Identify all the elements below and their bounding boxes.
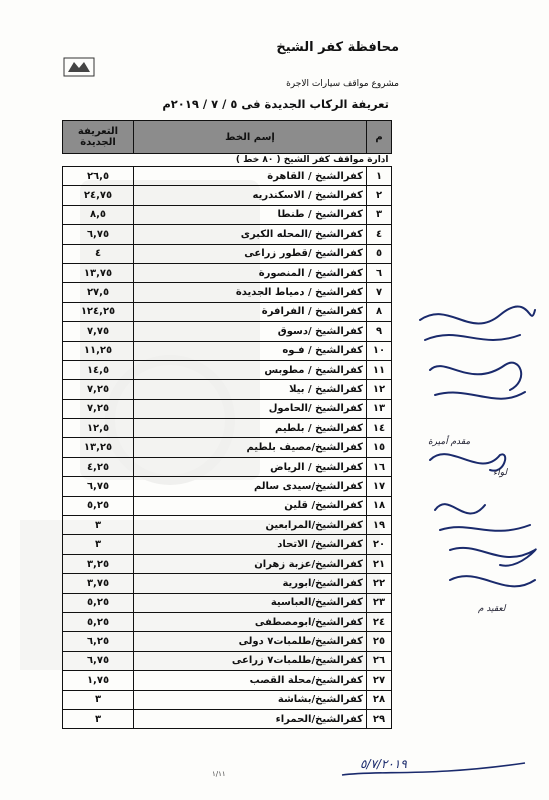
row-number: ١٣ [367, 399, 392, 418]
row-fare: ٣,٢٥ [63, 554, 134, 573]
table-row [63, 167, 392, 186]
row-fare: ٣ [63, 535, 134, 554]
row-number: ١٩ [367, 516, 392, 535]
row-number: ٧ [367, 283, 392, 302]
row-number: ٢٤ [367, 612, 392, 631]
page-number: ١/١١ [212, 770, 226, 778]
row-fare: ٧,٧٥ [63, 322, 134, 341]
table-row [63, 419, 392, 438]
row-line: كفرالشيخ / الاسكندريه [134, 186, 367, 205]
row-fare: ٤,٢٥ [63, 457, 134, 476]
header-num: م [367, 121, 392, 154]
row-number: ٢١ [367, 554, 392, 573]
row-line: كفرالشيخ / المنصورة [134, 263, 367, 282]
row-line: كفرالشيخ/عزبة زهران [134, 554, 367, 573]
row-line: كفرالشيخ/محلة القصب [134, 671, 367, 690]
row-fare: ٦,٢٥ [63, 632, 134, 651]
row-fare: ٥,٢٥ [63, 593, 134, 612]
row-fare: ٣ [63, 516, 134, 535]
table-row [63, 535, 392, 554]
header-fare: التعريفة الجديدة [63, 121, 134, 154]
row-line: كفرالشيخ/بشاشة [134, 690, 367, 709]
row-number: ٢٨ [367, 690, 392, 709]
row-line: كفرالشيخ / بلطيم [134, 419, 367, 438]
row-number: ٢٠ [367, 535, 392, 554]
table-row [63, 399, 392, 418]
row-fare: ٤ [63, 244, 134, 263]
row-number: ٢٢ [367, 574, 392, 593]
row-line: كفرالشيخ/سيدى سالم [134, 477, 367, 496]
row-line: كفرالشيخ /قطور زراعى [134, 244, 367, 263]
row-fare: ٢٦,٥ [63, 167, 134, 186]
row-fare: ٦,٧٥ [63, 651, 134, 670]
table-row [63, 516, 392, 535]
row-line: كفرالشيخ/المرابعين [134, 516, 367, 535]
signature-label-3: لعقيد م [478, 604, 506, 614]
governorate-logo-icon [62, 54, 96, 80]
row-fare: ١٢٤,٢٥ [63, 302, 134, 321]
row-number: ٢٣ [367, 593, 392, 612]
row-fare: ١٢,٥ [63, 419, 134, 438]
row-line: كفرالشيخ/العباسية [134, 593, 367, 612]
table-row [63, 690, 392, 709]
row-fare: ١١,٢٥ [63, 341, 134, 360]
fare-table [62, 120, 392, 729]
document-header [276, 40, 399, 55]
table-row [63, 671, 392, 690]
row-fare: ٢٧,٥ [63, 283, 134, 302]
row-line: كفرالشيخ/طلمبات٧ زراعى [134, 651, 367, 670]
table-row [63, 593, 392, 612]
row-number: ١ [367, 167, 392, 186]
table-row [63, 225, 392, 244]
row-number: ١٦ [367, 457, 392, 476]
row-number: ٢٧ [367, 671, 392, 690]
handwritten-date-text: ٥/٧/٢٠١٩ [360, 757, 407, 771]
row-line: كفرالشيخ/ابومصطفى [134, 612, 367, 631]
row-line: كفرالشيخ / الرياض [134, 457, 367, 476]
signatures [410, 300, 545, 630]
table-row [63, 263, 392, 282]
row-number: ٢٦ [367, 651, 392, 670]
table-row [63, 186, 392, 205]
row-fare: ٥,٢٥ [63, 496, 134, 515]
row-line: كفرالشيخ / مطوبس [134, 360, 367, 379]
table-row [63, 322, 392, 341]
row-fare: ٣ [63, 709, 134, 728]
row-line: كفرالشيخ/ الاتحاد [134, 535, 367, 554]
row-fare: ٦,٧٥ [63, 225, 134, 244]
row-number: ١٥ [367, 438, 392, 457]
row-fare: ٥,٢٥ [63, 612, 134, 631]
header-line: إسم الخط [134, 121, 367, 154]
row-line: كفرالشيخ /المحله الكبرى [134, 225, 367, 244]
table-row [63, 496, 392, 515]
table-row [63, 380, 392, 399]
table-row [63, 574, 392, 593]
tariff-title: تعريفة الركاب الجديدة فى ٥ / ٧ / ٢٠١٩م [162, 97, 389, 111]
row-line: كفرالشيخ / القاهرة [134, 167, 367, 186]
table-row [63, 205, 392, 224]
row-line: كفرالشيخ/ابورية [134, 574, 367, 593]
row-line: كفرالشيخ / بيلا [134, 380, 367, 399]
row-number: ٢٥ [367, 632, 392, 651]
signature-label-2: لواء [493, 468, 508, 478]
row-fare: ١٣,٢٥ [63, 438, 134, 457]
table-row [63, 341, 392, 360]
row-number: ١٧ [367, 477, 392, 496]
table-row [63, 554, 392, 573]
row-line: كفرالشيخ/طلمبات٧ دولى [134, 632, 367, 651]
row-line: كفرالشيخ /الحامول [134, 399, 367, 418]
handwritten-date [340, 755, 530, 785]
section-label: ادارة مواقف كفر الشيخ ( ٨٠ خط ) [235, 155, 389, 165]
project-name: مشروع مواقف سيارات الاجرة [286, 79, 399, 89]
row-fare: ١,٧٥ [63, 671, 134, 690]
row-number: ٥ [367, 244, 392, 263]
row-line: كفرالشيخ / فـوه [134, 341, 367, 360]
row-fare: ١٣,٧٥ [63, 263, 134, 282]
table-row [63, 283, 392, 302]
section-row [63, 154, 392, 167]
row-line: كفرالشيخ / طنطا [134, 205, 367, 224]
table-row [63, 360, 392, 379]
row-fare: ٣,٧٥ [63, 574, 134, 593]
row-line: كفرالشيخ/ قلين [134, 496, 367, 515]
table-row [63, 302, 392, 321]
row-number: ٦ [367, 263, 392, 282]
table-row [63, 438, 392, 457]
row-number: ٣ [367, 205, 392, 224]
row-number: ٩ [367, 322, 392, 341]
row-fare: ٦,٧٥ [63, 477, 134, 496]
row-line: كفرالشيخ/مصيف بلطيم [134, 438, 367, 457]
row-line: كفرالشيخ / دمياط الجديدة [134, 283, 367, 302]
row-fare: ٧,٢٥ [63, 380, 134, 399]
row-number: ١٤ [367, 419, 392, 438]
signature-label-1: مقدم أميرة [428, 437, 471, 447]
row-line: كفرالشيخ /دسوق [134, 322, 367, 341]
table-header-row [63, 121, 392, 154]
row-fare: ٣ [63, 690, 134, 709]
row-number: ٢ [367, 186, 392, 205]
table-row [63, 477, 392, 496]
row-number: ١٨ [367, 496, 392, 515]
row-fare: ٧,٢٥ [63, 399, 134, 418]
governorate-name: محافظة كفر الشيخ [276, 40, 399, 55]
table-row [63, 651, 392, 670]
row-fare: ٢٤,٧٥ [63, 186, 134, 205]
table-row [63, 632, 392, 651]
row-line: كفرالشيخ/الحمراء [134, 709, 367, 728]
row-number: ١٢ [367, 380, 392, 399]
table-row [63, 457, 392, 476]
row-line: كفرالشيخ / الفرافرة [134, 302, 367, 321]
table-row [63, 612, 392, 631]
row-number: ٢٩ [367, 709, 392, 728]
row-fare: ٨,٥ [63, 205, 134, 224]
row-number: ٨ [367, 302, 392, 321]
row-number: ١٠ [367, 341, 392, 360]
row-number: ١١ [367, 360, 392, 379]
row-fare: ١٤,٥ [63, 360, 134, 379]
table-row [63, 244, 392, 263]
table-row [63, 709, 392, 728]
row-number: ٤ [367, 225, 392, 244]
